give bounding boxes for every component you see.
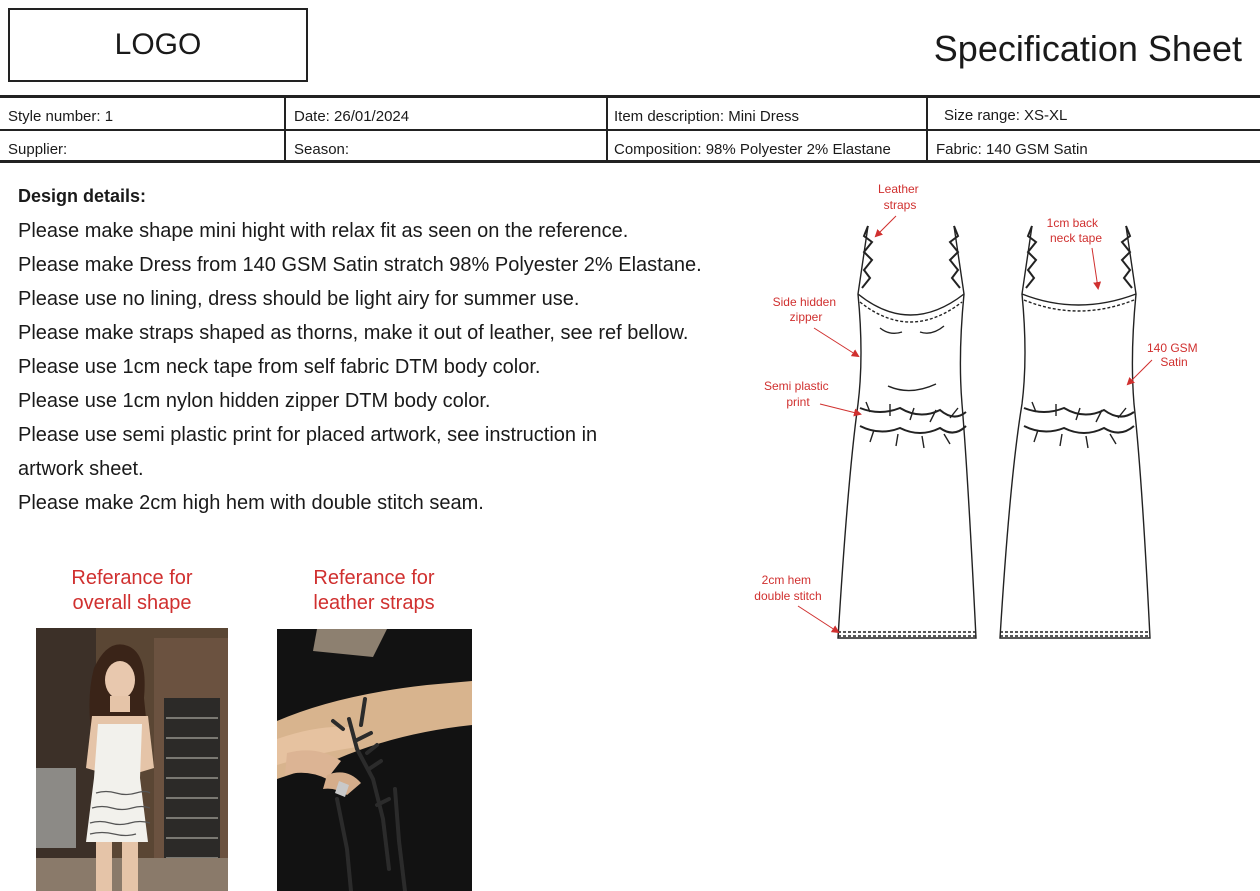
composition-cell: Composition: 98% Polyester 2% Elastane — [608, 131, 928, 162]
info-row-1 — [0, 98, 1260, 131]
reference-shape-line1: Referance for — [71, 567, 193, 589]
fabric-cell: Fabric: 140 GSM Satin — [936, 141, 1088, 158]
reference-photo-straps — [277, 629, 472, 891]
annotation-hem-1: 2cm hem — [761, 573, 812, 587]
design-line: Please make shape mini hight with relax fit as seen on the reference. — [18, 220, 629, 242]
annotation-side-zipper — [773, 295, 840, 324]
logo-text: LOGO — [114, 28, 202, 61]
design-line: Please make Dress from 140 GSM Satin stratch 98% Polyester 2% Elastane. — [18, 254, 702, 276]
annotation-leather-straps — [878, 182, 922, 212]
design-line: Please make 2cm high hem with double stitch seam. — [18, 492, 484, 514]
item-description-cell: Item description: Mini Dress — [608, 98, 928, 129]
design-details-title: Design details: — [18, 186, 147, 206]
dress-technical-sketch — [740, 176, 1260, 656]
reference-shape-label — [36, 566, 228, 616]
annotation-leather-straps-1: Leather — [877, 182, 919, 196]
reference-straps-line2: leather straps — [313, 592, 435, 614]
reference-straps-line1: Referance for — [313, 567, 435, 589]
annotation-satin-2: Satin — [1160, 355, 1188, 369]
annotation-semi-plastic-1: Semi plastic — [763, 379, 829, 393]
annotation-hem-2: double stitch — [754, 589, 822, 603]
annotation-satin-1: 140 GSM — [1146, 341, 1198, 355]
annotation-satin — [1147, 341, 1201, 369]
reference-straps-label — [276, 566, 472, 616]
reference-shape-line2: overall shape — [72, 592, 192, 614]
design-line: Please use 1cm neck tape from self fabric DTM body color. — [18, 356, 541, 378]
annotation-side-zipper-2: zipper — [789, 310, 823, 324]
annotation-hem — [754, 573, 821, 603]
info-row-2 — [0, 131, 1260, 162]
date-cell: Date: 26/01/2024 — [286, 98, 608, 129]
design-details-list — [18, 214, 818, 520]
page-title: Specification Sheet — [933, 28, 1242, 69]
annotation-neck-tape-1: 1cm back — [1046, 216, 1099, 230]
design-line: Please use 1cm nylon hidden zipper DTM body color. — [18, 390, 491, 412]
size-range-cell: Size range: XS-XL — [944, 107, 1068, 124]
info-table — [0, 95, 1260, 163]
annotation-neck-tape — [1047, 216, 1103, 245]
season-cell: Season: — [286, 131, 608, 162]
design-line: Please make straps shaped as thorns, make it out of leather, see ref bellow. — [18, 322, 689, 344]
logo-box — [8, 8, 308, 82]
style-number-cell: Style number: 1 — [0, 98, 286, 129]
annotation-neck-tape-2: neck tape — [1049, 231, 1103, 245]
design-line: Please use no lining, dress should be light airy for summer use. — [18, 288, 580, 310]
annotation-side-zipper-1: Side hidden — [772, 295, 837, 309]
annotation-semi-plastic-2: print — [786, 395, 810, 409]
front-dress-drawing — [838, 226, 976, 638]
reference-photo-shape — [36, 628, 228, 891]
back-dress-drawing — [1000, 226, 1150, 638]
annotation-leather-straps-2: straps — [883, 198, 917, 212]
design-line: Please use semi plastic print for placed artwork, see instruction in — [18, 424, 598, 446]
supplier-cell: Supplier: — [0, 131, 286, 162]
design-line: artwork sheet. — [18, 458, 144, 480]
